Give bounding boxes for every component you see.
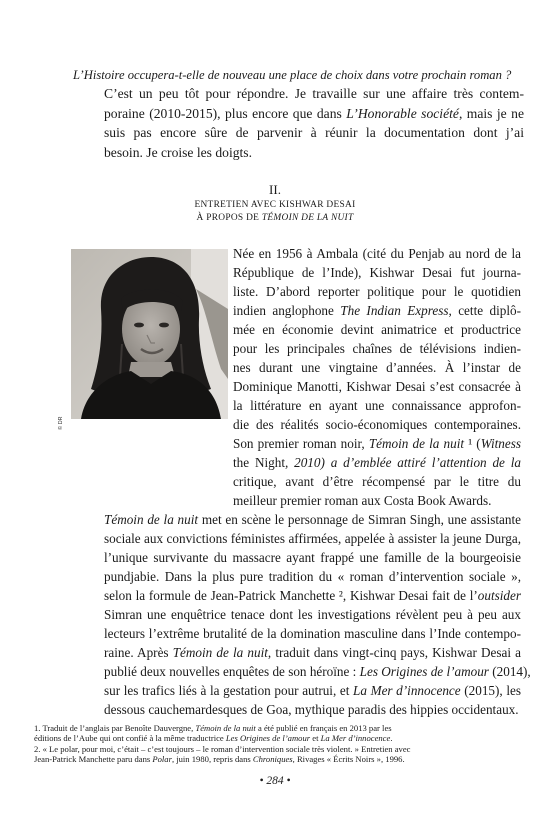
- footnote-line: 2. « Le polar, pour moi, c’était – c’est toujours – le roman d’intervention sociale très violent. » Entretien avec: [34, 744, 411, 754]
- italic-title: Témoin de la nuit: [104, 512, 199, 527]
- section-subtitle-book: [0, 212, 550, 225]
- answer-line: poraine (2010-2015), plus encore que dans L’Honorable société, mais je ne: [104, 105, 525, 121]
- bio-line: République de l’Inde), Kishwar Desai fut journa-: [233, 265, 521, 280]
- italic-title: Witness: [480, 436, 521, 451]
- bio-line: Témoin de la nuit met en scène le personnage de Simran Singh, une assistante: [104, 512, 521, 527]
- author-portrait-image: [71, 249, 228, 419]
- bio-line: meilleur premier roman aux Costa Book Awards.: [233, 493, 492, 508]
- footnote-line: éditions de l’Aube qui ont confié à la même traductrice Les Origines de l’amour et La Mer d’innocence.: [34, 733, 393, 743]
- bio-line: publié deux nouvelles enquêtes de son héroïne : Les Origines de l’amour (2014),: [104, 664, 531, 679]
- answer-line: C’est un peu tôt pour répondre. Je travaille sur une affaire très contem-: [104, 86, 524, 101]
- italic-title: outsider: [477, 588, 521, 603]
- bio-line: pundjabie. Dans la plus pure tradition du « roman d’intervention sociale »,: [104, 569, 521, 584]
- italic-title: Polar: [152, 754, 172, 764]
- bio-line: Simran une enquêtrice tenace dont les investigations révèlent peu à peu aux: [104, 607, 521, 622]
- interview-question: L’Histoire occupera-t-elle de nouveau une place de choix dans votre prochain roman ?: [73, 68, 512, 82]
- bio-line: raine. Après Témoin de la nuit, traduit dans vingt-cinq pays, Kishwar Desai a: [104, 645, 521, 660]
- bio-line: nes durant une vingtaine d’années. À l’instar de: [233, 360, 521, 375]
- photo-credit: © DR: [58, 416, 64, 430]
- italic-title: Témoin de la nuit: [195, 723, 256, 733]
- section-number: II.: [269, 182, 281, 197]
- bio-line: dessous cauchemardesques de Goa, mythique paradis des hippies occidentaux.: [104, 702, 519, 717]
- section-subtitle: ENTRETIEN AVEC KISHWAR DESAI: [194, 200, 356, 210]
- bio-line: sur les trafics liés à la gestation pour autrui, et La Mer d’innocence (2015), les: [104, 683, 521, 698]
- italic-title: , 2010) a d’emblée attiré l’attention de la: [284, 455, 521, 470]
- bio-line: lecteurs l’extrême brutalité de la domination masculine dans l’Inde contempo-: [104, 626, 521, 641]
- italic-title: L’Honorable société: [346, 105, 459, 121]
- bio-line: liste. D’abord reporter politique pour le quotidien: [233, 284, 521, 299]
- bio-line: mée en économie devint animatrice et productrice: [233, 322, 521, 337]
- answer-line: suis pas encore sûre de parvenir à réunir la documentation dont j’ai: [104, 125, 524, 141]
- subtitle-book-title: TÉMOIN DE LA NUIT: [261, 213, 354, 223]
- interview-answer: [104, 84, 524, 162]
- bio-line: Dominique Manotti, Kishwar Desai s’est consacrée à: [233, 379, 521, 394]
- bio-line: pour les principales chaînes de télévisions indien-: [233, 341, 521, 356]
- bio-line: die des réalités socio-économiques contemporaines.: [233, 417, 521, 432]
- author-photo: [71, 249, 228, 419]
- footnote-line: 1. Traduit de l’anglais par Benoîte Dauvergne, Témoin de la nuit a été publié en français en 2013 par les: [34, 723, 392, 733]
- subtitle-prefix: À PROPOS DE: [196, 213, 262, 223]
- bio-line: indien anglophone The Indian Express, cette diplô-: [233, 303, 521, 318]
- italic-title: Les Origines de l’amour: [359, 664, 489, 679]
- italic-title: Témoin de la nuit: [172, 645, 268, 660]
- italic-title: Les Origines de l’amour: [225, 733, 311, 743]
- bio-line: l’unique survivante du massacre ayant frappé une famille de la bourgeoisie: [104, 550, 521, 565]
- italic-title: Témoin de la nuit: [368, 436, 465, 451]
- italic-title: The Indian Express: [340, 303, 449, 318]
- page-number: • 284 •: [259, 775, 291, 787]
- italic-title: La Mer d’innocence: [353, 683, 461, 698]
- bio-line: Son premier roman noir, Témoin de la nuit ¹ (Witness: [233, 436, 521, 451]
- footnote-line: Jean-Patrick Manchette paru dans Polar, juin 1980, repris dans Chroniques, Rivages « Écrits Noirs », 1996.: [34, 754, 405, 764]
- bio-line: critique, avant d’être récompensé par le titre du: [233, 474, 521, 489]
- italic-title: La Mer d’innocence: [320, 733, 391, 743]
- italic-title: Chroniques: [252, 754, 293, 764]
- bio-line: Née en 1956 à Ambala (cité du Penjab au nord de la: [233, 246, 521, 261]
- bio-line: la littérature en ayant une connaissance approfon-: [233, 398, 521, 413]
- bio-line: selon la formule de Jean-Patrick Manchette ², Kishwar Desai fait de l’outsider: [104, 588, 521, 603]
- bio-line: sociale aux convictions féministes affirmées, appelée à assister la jeune Durga,: [104, 531, 521, 546]
- bio-line: the Night, 2010) a d’emblée attiré l’attention de la: [233, 455, 521, 470]
- answer-line: besoin. Je croise les doigts.: [104, 144, 252, 160]
